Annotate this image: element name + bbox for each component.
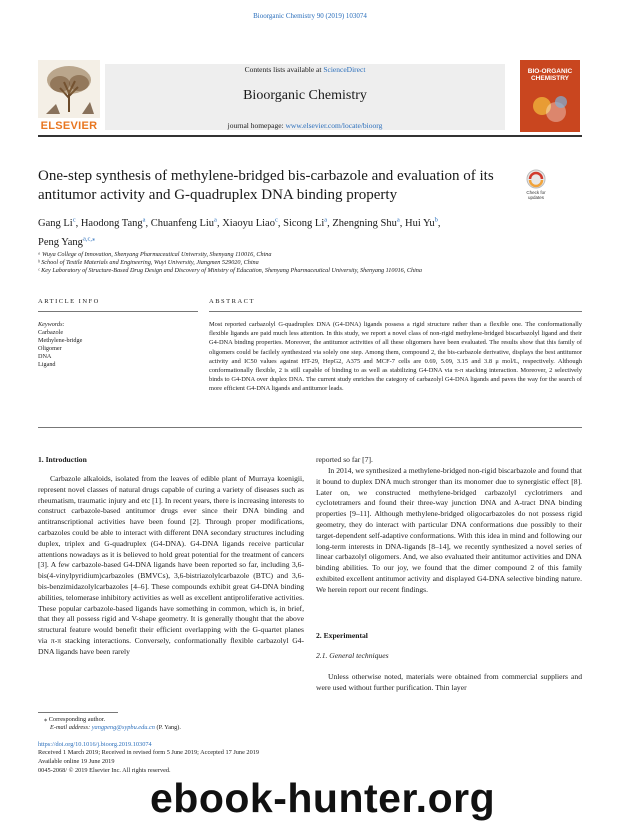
author: Gang Li$^c$, bbox=[38, 216, 81, 229]
journal-reference[interactable]: Bioorganic Chemistry 90 (2019) 103074 bbox=[253, 12, 367, 20]
right-column-paragraph: In 2014, we synthesized a methylene-bridged non-rigid biscarbazole and found that it bound to duplex DNA much stronger than its monomer due to synergistic effect [8]. Later on, we constructed methylene-bridged carbazolyl cyclotrimers and cyclotetramers and found their three-way junction DNA and A-tract DNA binding properties [9–11]. Although methylene-bridged oligocarbazoles do not possess rigid geometry, they do interact with particular DNA conformations due possibly to their target-dependent self-adaptive conformations. With this idea in mind and following our long-term interests in DNA-ligands [8–14], we recently synthesized a novel series of linear carbazolyl oligomers. And, we also evaluated their antitumor activities and DNA binding abilities. To our joy, we found that the dimer compound 2 of this family exhibited excellent antitumor activity and displayed G4-DNA selective binding nature. We herein report our recent findings. bbox=[316, 466, 582, 594]
copyright: 0045-2068/ © 2019 Elsevier Inc. All rights reserved. bbox=[38, 767, 171, 774]
keyword: DNA bbox=[38, 353, 52, 360]
article-title: One-step synthesis of methylene-bridged bis-carbazole and evaluation of its antitumor activity and G-quadruplex DNA binding property bbox=[38, 168, 494, 203]
doi-link[interactable]: https://doi.org/10.1016/j.bioorg.2019.103074 bbox=[38, 741, 152, 748]
contents-prefix: Contents lists available at bbox=[244, 65, 324, 74]
svg-text:updates: updates bbox=[527, 195, 545, 200]
homepage-link[interactable]: www.elsevier.com/locate/bioorg bbox=[285, 121, 383, 130]
author: Sicong Li$^a$, bbox=[283, 216, 333, 229]
cover-title: BIO-ORGANIC CHEMISTRY bbox=[527, 68, 573, 82]
author: Xiaoyu Liao$^c$, bbox=[222, 216, 284, 229]
contents-line bbox=[105, 65, 505, 74]
abstract-text: Most reported carbazolyl G-quadruplex DNA (G4-DNA) ligands possess a rigid structure rather than a flexible one. The conformationally flexible ligands are paid much less attention. In this study, we report a novel class of non-rigid methylene-bridged biscarbazolyl ligand and their G4-DNA binding properties. Moreover, the antitumor activities of all these oligomers have been evaluated. The results show that this family of oligomers could be facilely synthesized via solely one step. Among them, compound 2, the bis-carbazole derivative, displays the best antitumor activity and IC50 values against HT-29, HepG2, A375 and MCF-7 cells are 0.69, 5.09, 3.15 and 3.8 μ mol/L, respectively. Although conformationally flexible, 2 is still capable of binding to as well as stabilizing G4-DNA via π-π stacking interaction. Moreover, 2 selectively binds to G4-DNA over duplex DNA. The current study enriches the category of carbazolyl G4-DNA ligands and paves the way for the search of more efficient G4-DNA ligands and antitumor leads. bbox=[209, 321, 582, 393]
author: Zhengning Shu$^a$, bbox=[332, 216, 405, 229]
homepage-prefix: journal homepage: bbox=[227, 121, 286, 130]
keyword: Carbazole bbox=[38, 329, 64, 336]
svg-text:Check for: Check for bbox=[526, 190, 546, 195]
experimental-heading: 2. Experimental bbox=[316, 631, 368, 640]
keyword: Oligomer bbox=[38, 345, 62, 352]
article-info-rule bbox=[38, 311, 198, 312]
watermark: ebook-hunter.org bbox=[150, 775, 496, 821]
header-rule bbox=[38, 135, 582, 137]
email-label: E-mail address: bbox=[50, 724, 92, 731]
introduction-heading: 1. Introduction bbox=[38, 455, 87, 464]
sciencedirect-link[interactable]: ScienceDirect bbox=[323, 65, 366, 74]
homepage-line bbox=[105, 121, 505, 130]
author: Hui Yu$^b$, bbox=[404, 216, 441, 229]
author: Chuanfeng Liu$^a$, bbox=[150, 216, 223, 229]
author: Peng Yang$^{a,c,⁎}$ bbox=[38, 235, 96, 248]
journal-name: Bioorganic Chemistry bbox=[243, 88, 367, 103]
email-link[interactable]: yangpeng@sypbu.edu.cn bbox=[91, 724, 155, 731]
affiliation-b: ᵇ School of Textile Materials and Engineering, Wuyi University, Jiangmen 529020, China bbox=[38, 259, 259, 266]
abstract-bottom-rule bbox=[38, 427, 582, 428]
corresponding-note: ⁎ Corresponding author. bbox=[44, 716, 106, 723]
cover-art-icon bbox=[528, 92, 572, 126]
author: Haodong Tang$^a$, bbox=[80, 216, 151, 229]
email-line bbox=[50, 724, 181, 732]
abstract-heading: ABSTRACT bbox=[209, 298, 255, 305]
right-column-continuation: reported so far [7]. bbox=[316, 455, 373, 464]
available-online: Available online 19 June 2019 bbox=[38, 758, 115, 765]
affiliation-c: ᶜ Key Laboratory of Structure-Based Drug Design and Discovery of Ministry of Education, Shenyang Pharmaceutical University, Shenyang 110016, China bbox=[38, 267, 422, 274]
keywords-label: Keywords: bbox=[38, 321, 65, 328]
email-suffix: (P. Yang). bbox=[154, 724, 181, 731]
experimental-paragraph: Unless otherwise noted, materials were obtained from commercial suppliers and were used without further purification. Thin layer bbox=[316, 672, 582, 692]
check-for-updates-icon[interactable] bbox=[521, 168, 551, 202]
affiliation-a: ᵃ Wuya College of Innovation, Shenyang Pharmaceutical University, Shenyang 110016, China bbox=[38, 251, 272, 258]
footnote-rule bbox=[38, 712, 118, 713]
elsevier-wordmark[interactable]: ELSEVIER bbox=[40, 120, 98, 132]
keyword: Ligand bbox=[38, 361, 56, 368]
abstract-rule bbox=[209, 311, 582, 312]
received-dates: Received 1 March 2019; Received in revised form 5 June 2019; Accepted 17 June 2019 bbox=[38, 749, 260, 756]
introduction-paragraph: Carbazole alkaloids, isolated from the leaves of edible plant of Murraya koenigii, represent novel classes of natural drugs capable of curing a variety of diseases such as rheumatism, traumatic injury and etc [1]. In recent years, there is increasing interests to construct carbazole-based antitumor drugs ever since their DNA binding and antitranscriptional activities have been found [2]. Through proper modifications, carbazoles could be able to interact with different DNA secondary structures including duplex, triplex and G-quadruplex (G4-DNA). G4-DNA ligands receive particular attentions nowadays as it is believed to hold great potential for the treatment of cancers [3]. A few carbazole-based G4-DNA ligands have been reported so far, including 3,6-bis(4-vinylpyridium)carbazoles (BMVCs), 3,6-bistriazolylcarbazole (BTC) and 3,6-bis-benzimidazolylcarbazoles [4–6]. These compounds exhibit great G4-DNA binding abilities, telomerase inhibitory activities as well as excellent antiproliferative activities. These popular carbazole-based ligands have something in common, which is, in brief, that they all possess rigid and V-shape geometry. It is generally thought that the above structural feature would benefit their efficient overlapping with the G-quartet planes via π-π stacking interactions. Conversely, conformationally flexible carbazolyl G4-DNA ligands have been rarely bbox=[38, 474, 304, 656]
keyword: Methylene-bridge bbox=[38, 337, 83, 344]
article-info-heading: ARTICLE INFO bbox=[38, 298, 100, 305]
general-techniques-heading: 2.1. General techniques bbox=[316, 651, 389, 660]
author-list bbox=[38, 212, 578, 251]
